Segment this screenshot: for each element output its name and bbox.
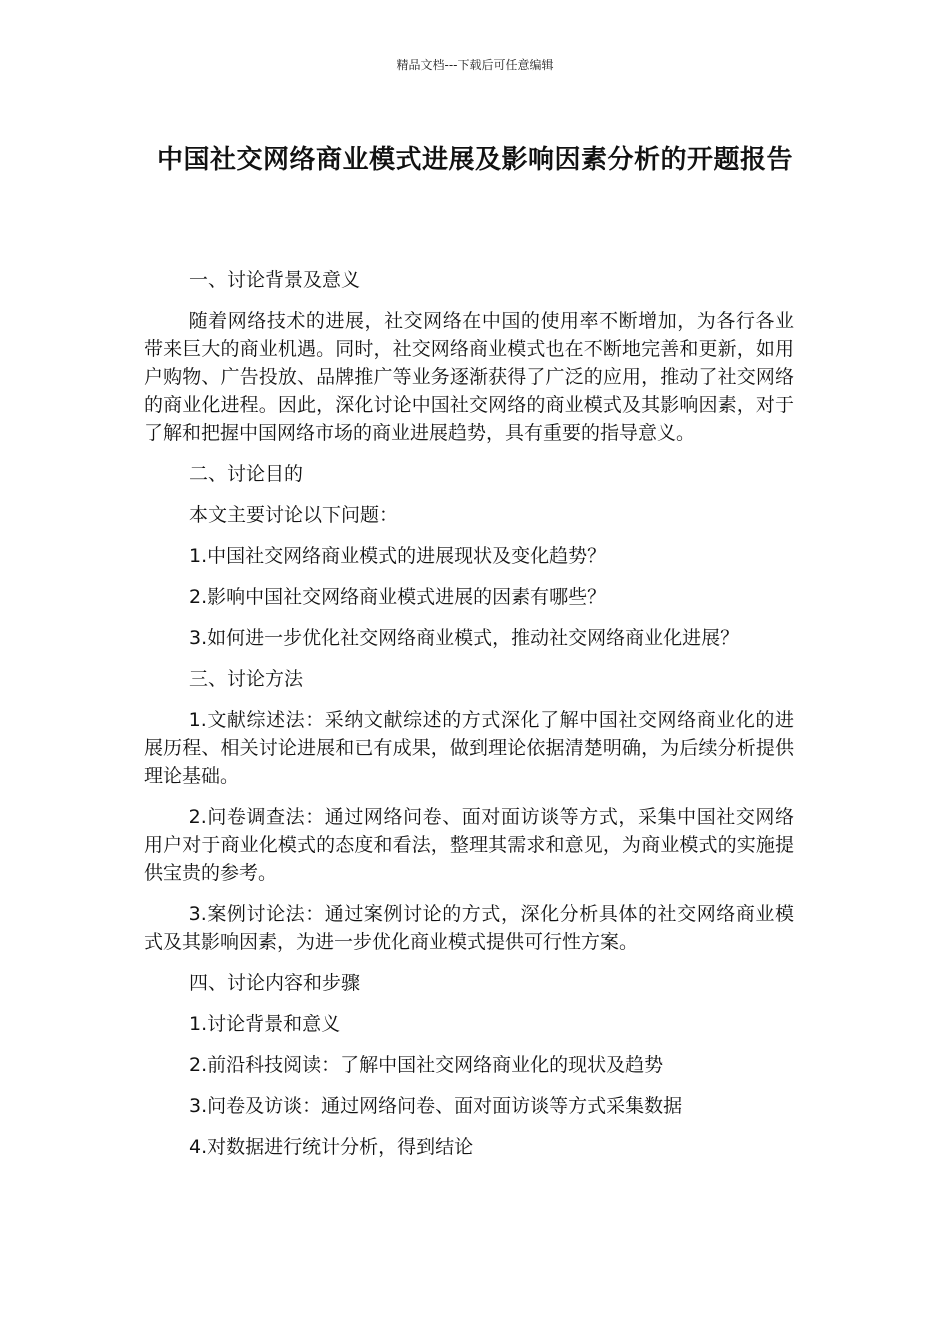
list-item-step-4: 4.对数据进行统计分析，得到结论 xyxy=(189,1136,474,1158)
section-heading-2: 二、讨论目的 xyxy=(189,463,304,485)
page-header: 精品文档---下载后可任意编辑 xyxy=(396,58,554,72)
list-item-step-3: 3.问卷及访谈：通过网络问卷、面对面访谈等方式采集数据 xyxy=(189,1095,683,1117)
document-title: 中国社交网络商业模式进展及影响因素分析的开题报告 xyxy=(156,145,793,175)
section-heading-3: 三、讨论方法 xyxy=(189,668,304,690)
paragraph-background: 随着网络技术的进展，社交网络在中国的使用率不断增加，为各行各业带来巨大的商业机遇。同时，社交网络商业模式也在不断地完善和更新，如用户购物、广告投放、品牌推广等业务逐渐获得了广泛的应用，推动了社交网络的商业化进程。因此，深化讨论中国社交网络的商业模式及其影响因素，对于了解和把握中国网络市场的商业进展趋势，具有重要的指导意义。 xyxy=(144,310,794,444)
list-item-step-2: 2.前沿科技阅读：了解中国社交网络商业化的现状及趋势 xyxy=(189,1054,664,1076)
list-item-question-3: 3.如何进一步优化社交网络商业模式，推动社交网络商业化进展？ xyxy=(189,627,740,649)
paragraph-method-2: 2.问卷调查法：通过网络问卷、面对面访谈等方式，采集中国社交网络用户对于商业化模式的态度和看法，整理其需求和意见，为商业模式的实施提供宝贵的参考。 xyxy=(144,806,794,884)
section-heading-4: 四、讨论内容和步骤 xyxy=(189,972,361,994)
document-body xyxy=(144,266,794,1174)
paragraph-method-3: 3.案例讨论法：通过案例讨论的方式，深化分析具体的社交网络商业模式及其影响因素，为进一步优化商业模式提供可行性方案。 xyxy=(144,903,794,953)
list-item-question-1: 1.中国社交网络商业模式的进展现状及变化趋势？ xyxy=(189,545,607,567)
list-item-step-1: 1.讨论背景和意义 xyxy=(189,1013,341,1035)
paragraph-intro-questions: 本文主要讨论以下问题： xyxy=(189,504,399,526)
list-item-question-2: 2.影响中国社交网络商业模式进展的因素有哪些？ xyxy=(189,586,607,608)
section-heading-1: 一、讨论背景及意义 xyxy=(189,269,361,291)
paragraph-method-1: 1.文献综述法：采纳文献综述的方式深化了解中国社交网络商业化的进展历程、相关讨论进展和已有成果，做到理论依据清楚明确，为后续分析提供理论基础。 xyxy=(144,709,794,787)
